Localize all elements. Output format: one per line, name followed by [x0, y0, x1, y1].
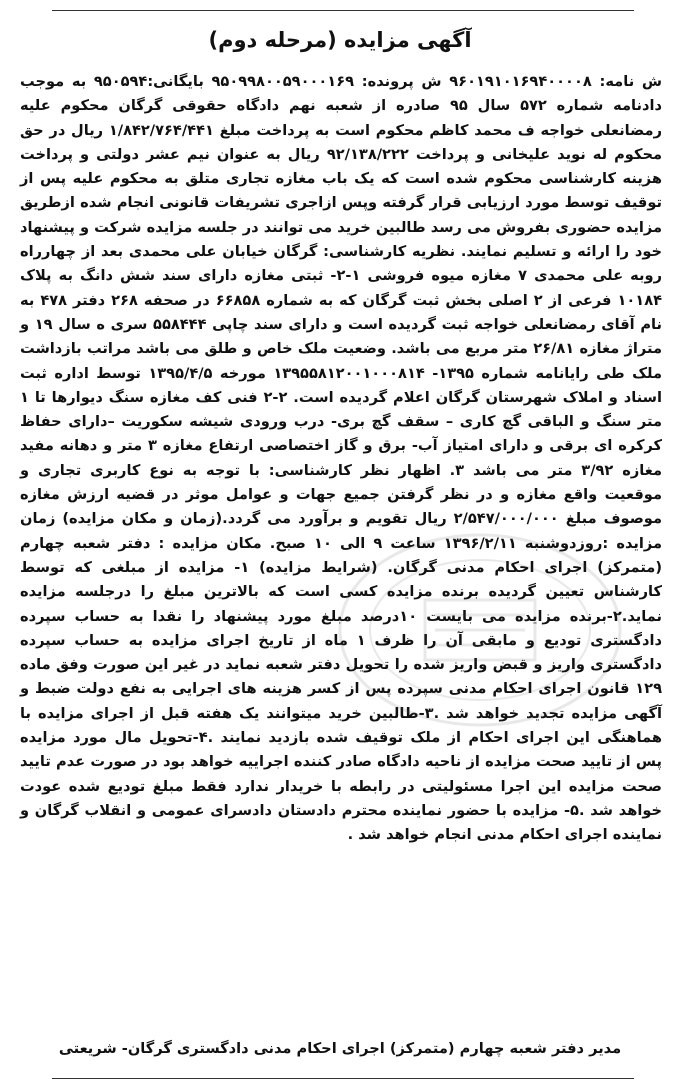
- notice-body: [20, 70, 662, 848]
- notice-body-text: ش نامه: ۹۶۰۱۹۱۰۱۶۹۴۰۰۰۰۸ ش پرونده: ۹۵۰۹۹۸۰۰۵۹۰۰۰۱۶۹ بایگانی:۹۵۰۵۹۴ به موجب دادنامه شماره ۵۷۲ سال ۹۵ صادره از شعبه نهم دادگاه حقوقی گرگان محکوم علیه رمضانعلی خواجه ف محمد کاظم محکوم است به پرداخت مبلغ ۱/۸۴۲/۷۶۴/۴۴۱ ریال در حق محکوم له نوید علیخانی و پرداخت ۹۲/۱۳۸/۲۲۲ ریال به عنوان نیم عشر دولتی و پرداخت هزینه کارشناسی محکوم شده است که یک باب مغازه تجاری متلق به محکوم علیه پس از توقیف توسط مورد ارزیابی قرار گرفته وپس ازاجری تشریفات قانونی انجام شده ازطریق مزایده حضوری بفروش می رسد طالبین خرید می توانند در جلسه مزایده شرکت و پیشنهاد خود را ارائه و تسلیم نمایند. نظریه کارشناسی: گرگان خیابان علی محمدی بعد از چهارراه روبه علی محمدی ۷ مغازه میوه فروشی ۱-۲- ثبتی مغازه دارای سند شش دانگ به پلاک ۱۰۱۸۴ فرعی از ۲ اصلی بخش ثبت گرگان که به شماره ۶۶۸۵۸ در صحفه ۲۶۸ دفتر ۴۷۸ به نام آقای رمضانعلی خواجه ثبت گردیده است و دارای سند چاپی ۵۵۸۴۴۴ سری ه سال ۱۹ و متراژ مغازه ۲۶/۸۱ متر مربع می باشد. وضعیت ملک خاص و طلق می باشد مراتب بازداشت ملک طی رایانامه شماره ۱۳۹۵- ۱۳۹۵۵۸۱۲۰۰۱۰۰۰۸۱۴ مورخه ۱۳۹۵/۴/۵ توسط اداره ثبت اسناد و املاک شهرستان گرگان اعلام گردیده است. ۲-۲ فنی کف مغازه سنگ دیوارها تا ۱ متر سنگ و الباقی گچ کاری – سقف گچ بری- درب ورودی شیشه سکوریت –دارای حفاظ کرکره ای برقی و دارای امتیاز آب- برق و گاز اختصاصی ارتفاع مغازه ۳ متر و دهانه مفید مغازه ۳/۹۲ متر می باشد ۳. اظهار نظر کارشناسی: با توجه به نوع کاربری تجاری و موقعیت واقع مغازه و در نظر گرفتن جمیع جهات و عوامل موثر در قضیه ارزش مغازه موصوف مبلغ ۲/۵۴۷/۰۰۰/۰۰۰ ریال تقویم و برآورد می گردد.(زمان و مکان مزایده) زمان مزایده :روزدوشنبه ۱۳۹۶/۲/۱۱ ساعت ۹ الی ۱۰ صبح. مکان مزایده : دفتر شعبه چهارم (متمرکز) اجرای احکام مدنی گرگان. (شرایط مزایده) ۱- مزایده از مبلغی که توسط کارشناس تعیین گردیده برنده مزایده کسی است که بالاترین مبلغ را درجلسه مزایده نماید.۲-برنده مزایده می بایست ۱۰درصد مبلغ مورد پیشنهاد را نقدا به حساب سپرده دادگستری تودیع و مابقی آن را ظرف ۱ ماه از تاریخ اجرای مزایده به حساب سپرده دادگستری واریز و قبض واریز شده را تحویل دفتر شعبه نماید در غیر این صورت وفق ماده ۱۲۹ قانون اجرای احکام مدنی سپرده پس از کسر هزینه های اجرایی به نفع دولت ضبط و آگهی مزایده تجدید خواهد شد .۳-طالبین خرید میتوانند یک هفته قبل از اجرای مزایده با هماهنگی این اجرای احکام از ملک توقیف شده بازدید نمایند .۴-تحویل مال مورد مزایده پس از تایید صحت مزایده از ناحیه دادگاه صادر کننده اجراییه خواهد بود در صورت عدم تایید صحت مزایده این اجرا مسئولیتی در رابطه با خریدار ندارد فقط مبلغ تودیع شده عودت خواهد شد .۵- مزایده با حضور نماینده محترم دادستان دادسرای عمومی و انقلاب گرگان و نماینده اجرای احکام مدنی انجام خواهد شد .: [20, 73, 663, 844]
- notice-title: آگهی مزایده (مرحله دوم): [208, 28, 472, 52]
- top-divider: [52, 10, 634, 11]
- bottom-divider: [52, 1078, 634, 1079]
- signature-line: مدیر دفتر شعبه چهارم (متمرکز) اجرای احکام مدنی دادگستری گرگان- شریعتی: [58, 1040, 622, 1057]
